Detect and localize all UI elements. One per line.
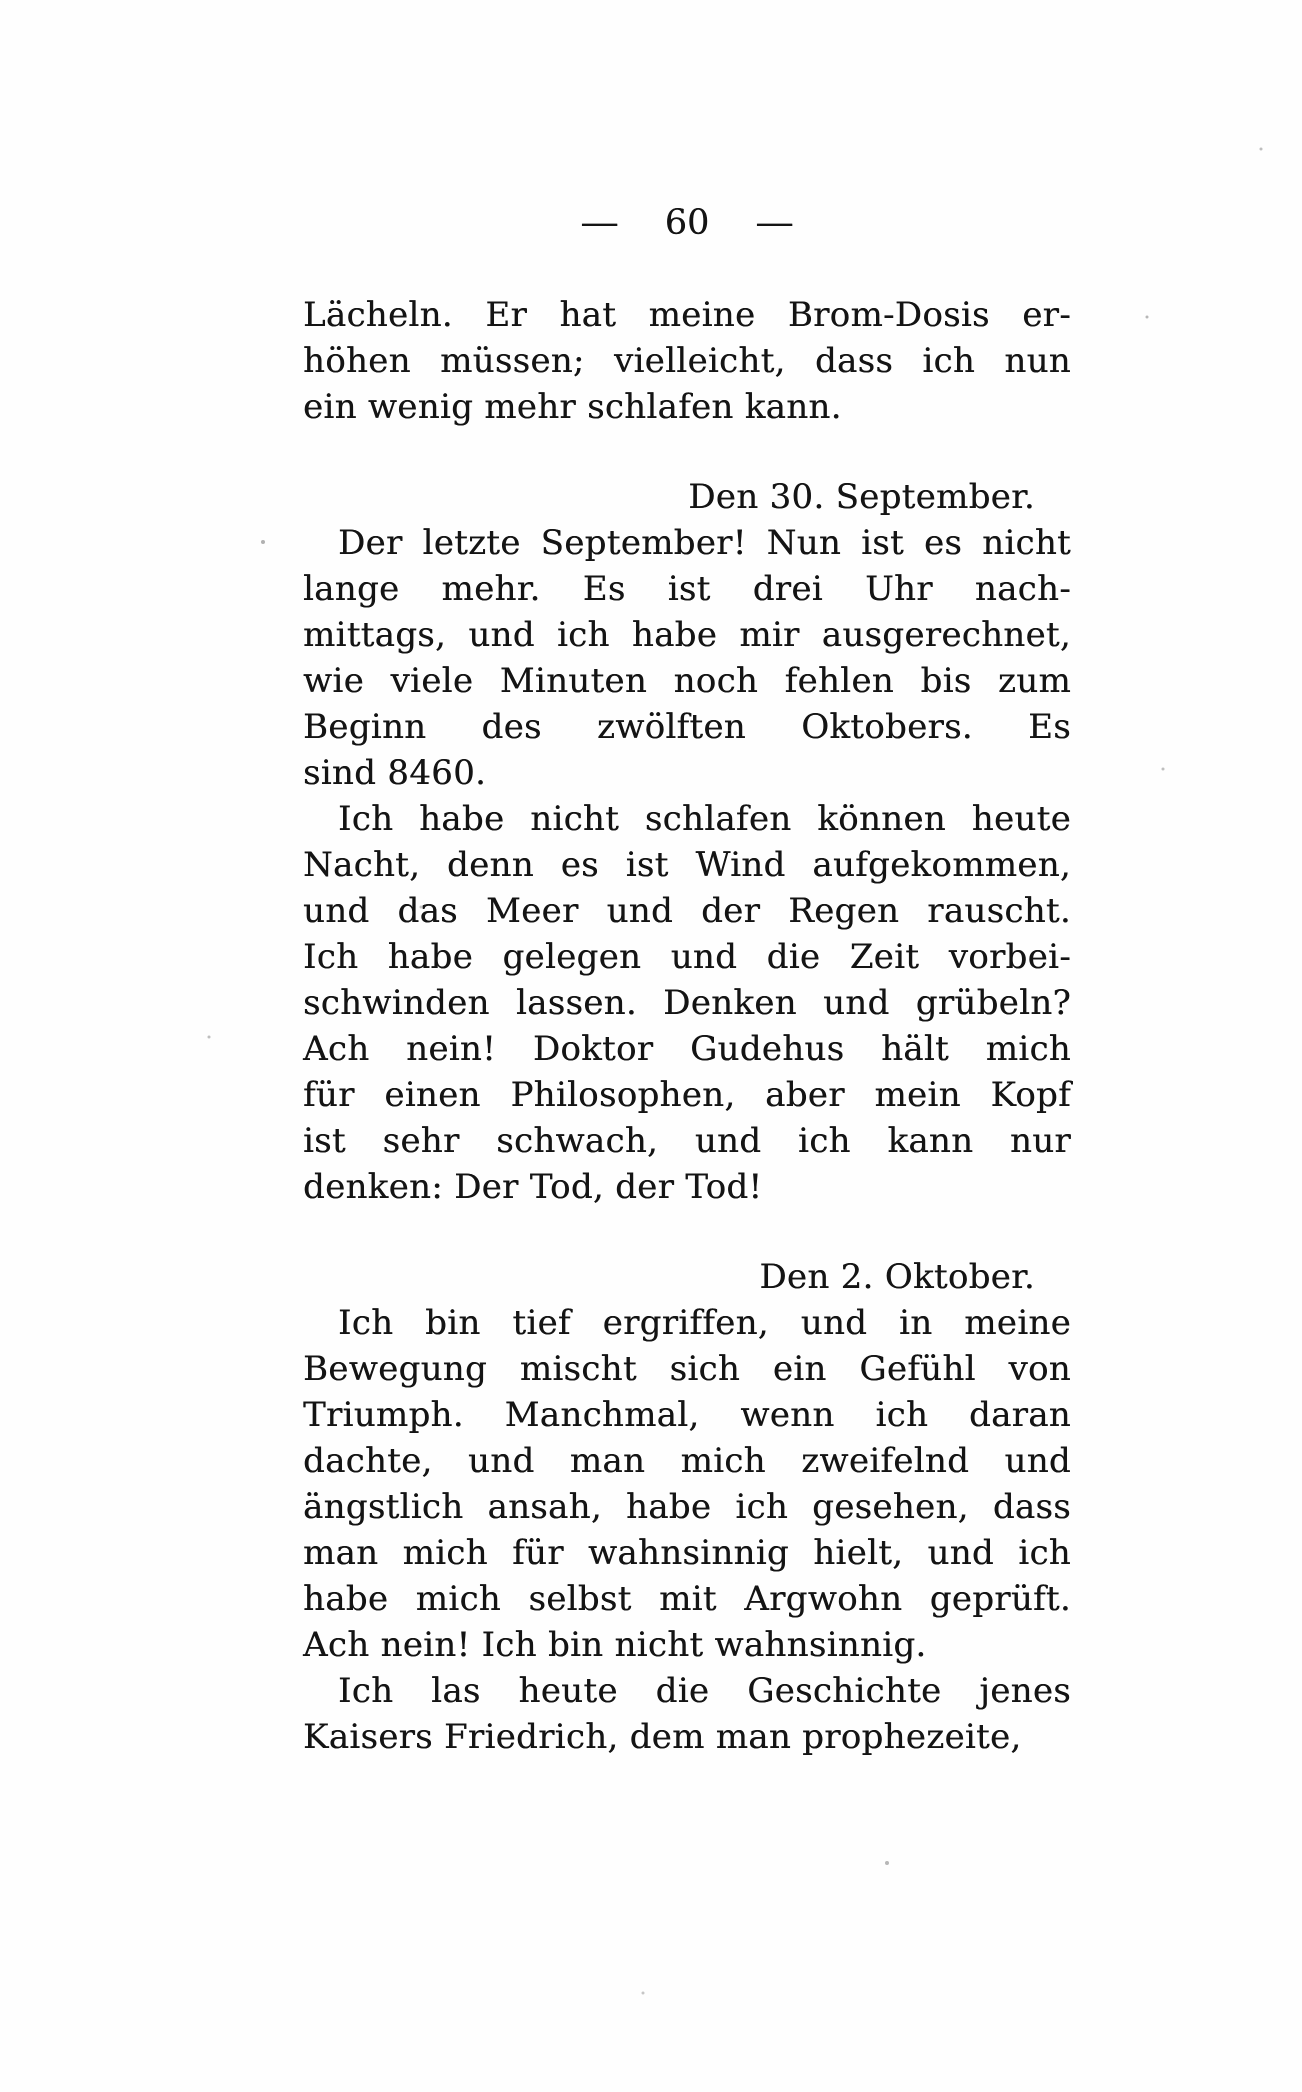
text-line: ist sehr schwach, und ich kann nur [303,1121,1071,1161]
text-line: Ich habe gelegen und die Zeit vorbei- [303,937,1071,977]
text-line: Triumph. Manchmal, wenn ich daran [303,1395,1071,1435]
text-line: ängstlich ansah, habe ich gesehen, dass [303,1487,1071,1527]
header-dash-left: — [579,203,619,243]
paragraph [303,292,1071,430]
text-line: Bewegung mischt sich ein Gefühl von [303,1349,1071,1389]
text-line: für einen Philosophen, aber mein Kopf [303,1075,1071,1115]
text-line: und das Meer und der Regen rauscht. [303,891,1071,931]
page-header [303,203,1071,243]
text-line: sind 8460. [303,753,487,793]
paragraph [303,796,1071,1210]
paragraph [303,520,1071,796]
text-line: man mich für wahnsinnig hielt, und ich [303,1533,1071,1573]
page-number: 60 [664,203,710,243]
text-line: Kaisers Friedrich, dem man prophezeite, [303,1717,1022,1757]
text-line: Ich las heute die Geschichte jenes [338,1671,1071,1711]
text-line: dachte, und man mich zweifelnd und [303,1441,1071,1481]
date-line: Den 30. September. [688,477,1035,517]
text-line: Der letzte September! Nun ist es nicht [338,523,1071,563]
header-dash-right: — [755,203,795,243]
date-line: Den 2. Oktober. [759,1257,1035,1297]
text-line: Lächeln. Er hat meine Brom-Dosis er- [303,295,1071,335]
paragraph [303,1668,1071,1760]
text-line: ein wenig mehr schlafen kann. [303,387,842,427]
text-line: Nacht, denn es ist Wind aufgekommen, [303,845,1071,885]
text-line: wie viele Minuten noch fehlen bis zum [303,661,1071,701]
text-line: habe mich selbst mit Argwohn geprüft. [303,1579,1071,1619]
scan-speckles [0,0,2,2]
text-line: schwinden lassen. Denken und grübeln? [303,983,1071,1023]
text-line: Ich bin tief ergriffen, und in meine [338,1303,1071,1343]
paragraph [303,1300,1071,1668]
text-line: mittags, und ich habe mir ausgerechnet, [303,615,1071,655]
text-line: Ach nein! Doktor Gudehus hält mich [303,1029,1071,1069]
text-line: Ich habe nicht schlafen können heute [338,799,1071,839]
text-line: höhen müssen; vielleicht, dass ich nun [303,341,1071,381]
text-line: Beginn des zwölften Oktobers. Es [303,707,1071,747]
text-line: lange mehr. Es ist drei Uhr nach- [303,569,1071,609]
text-line: Ach nein! Ich bin nicht wahnsinnig. [303,1625,927,1665]
text-block [303,292,1071,1760]
text-line: denken: Der Tod, der Tod! [303,1167,763,1207]
